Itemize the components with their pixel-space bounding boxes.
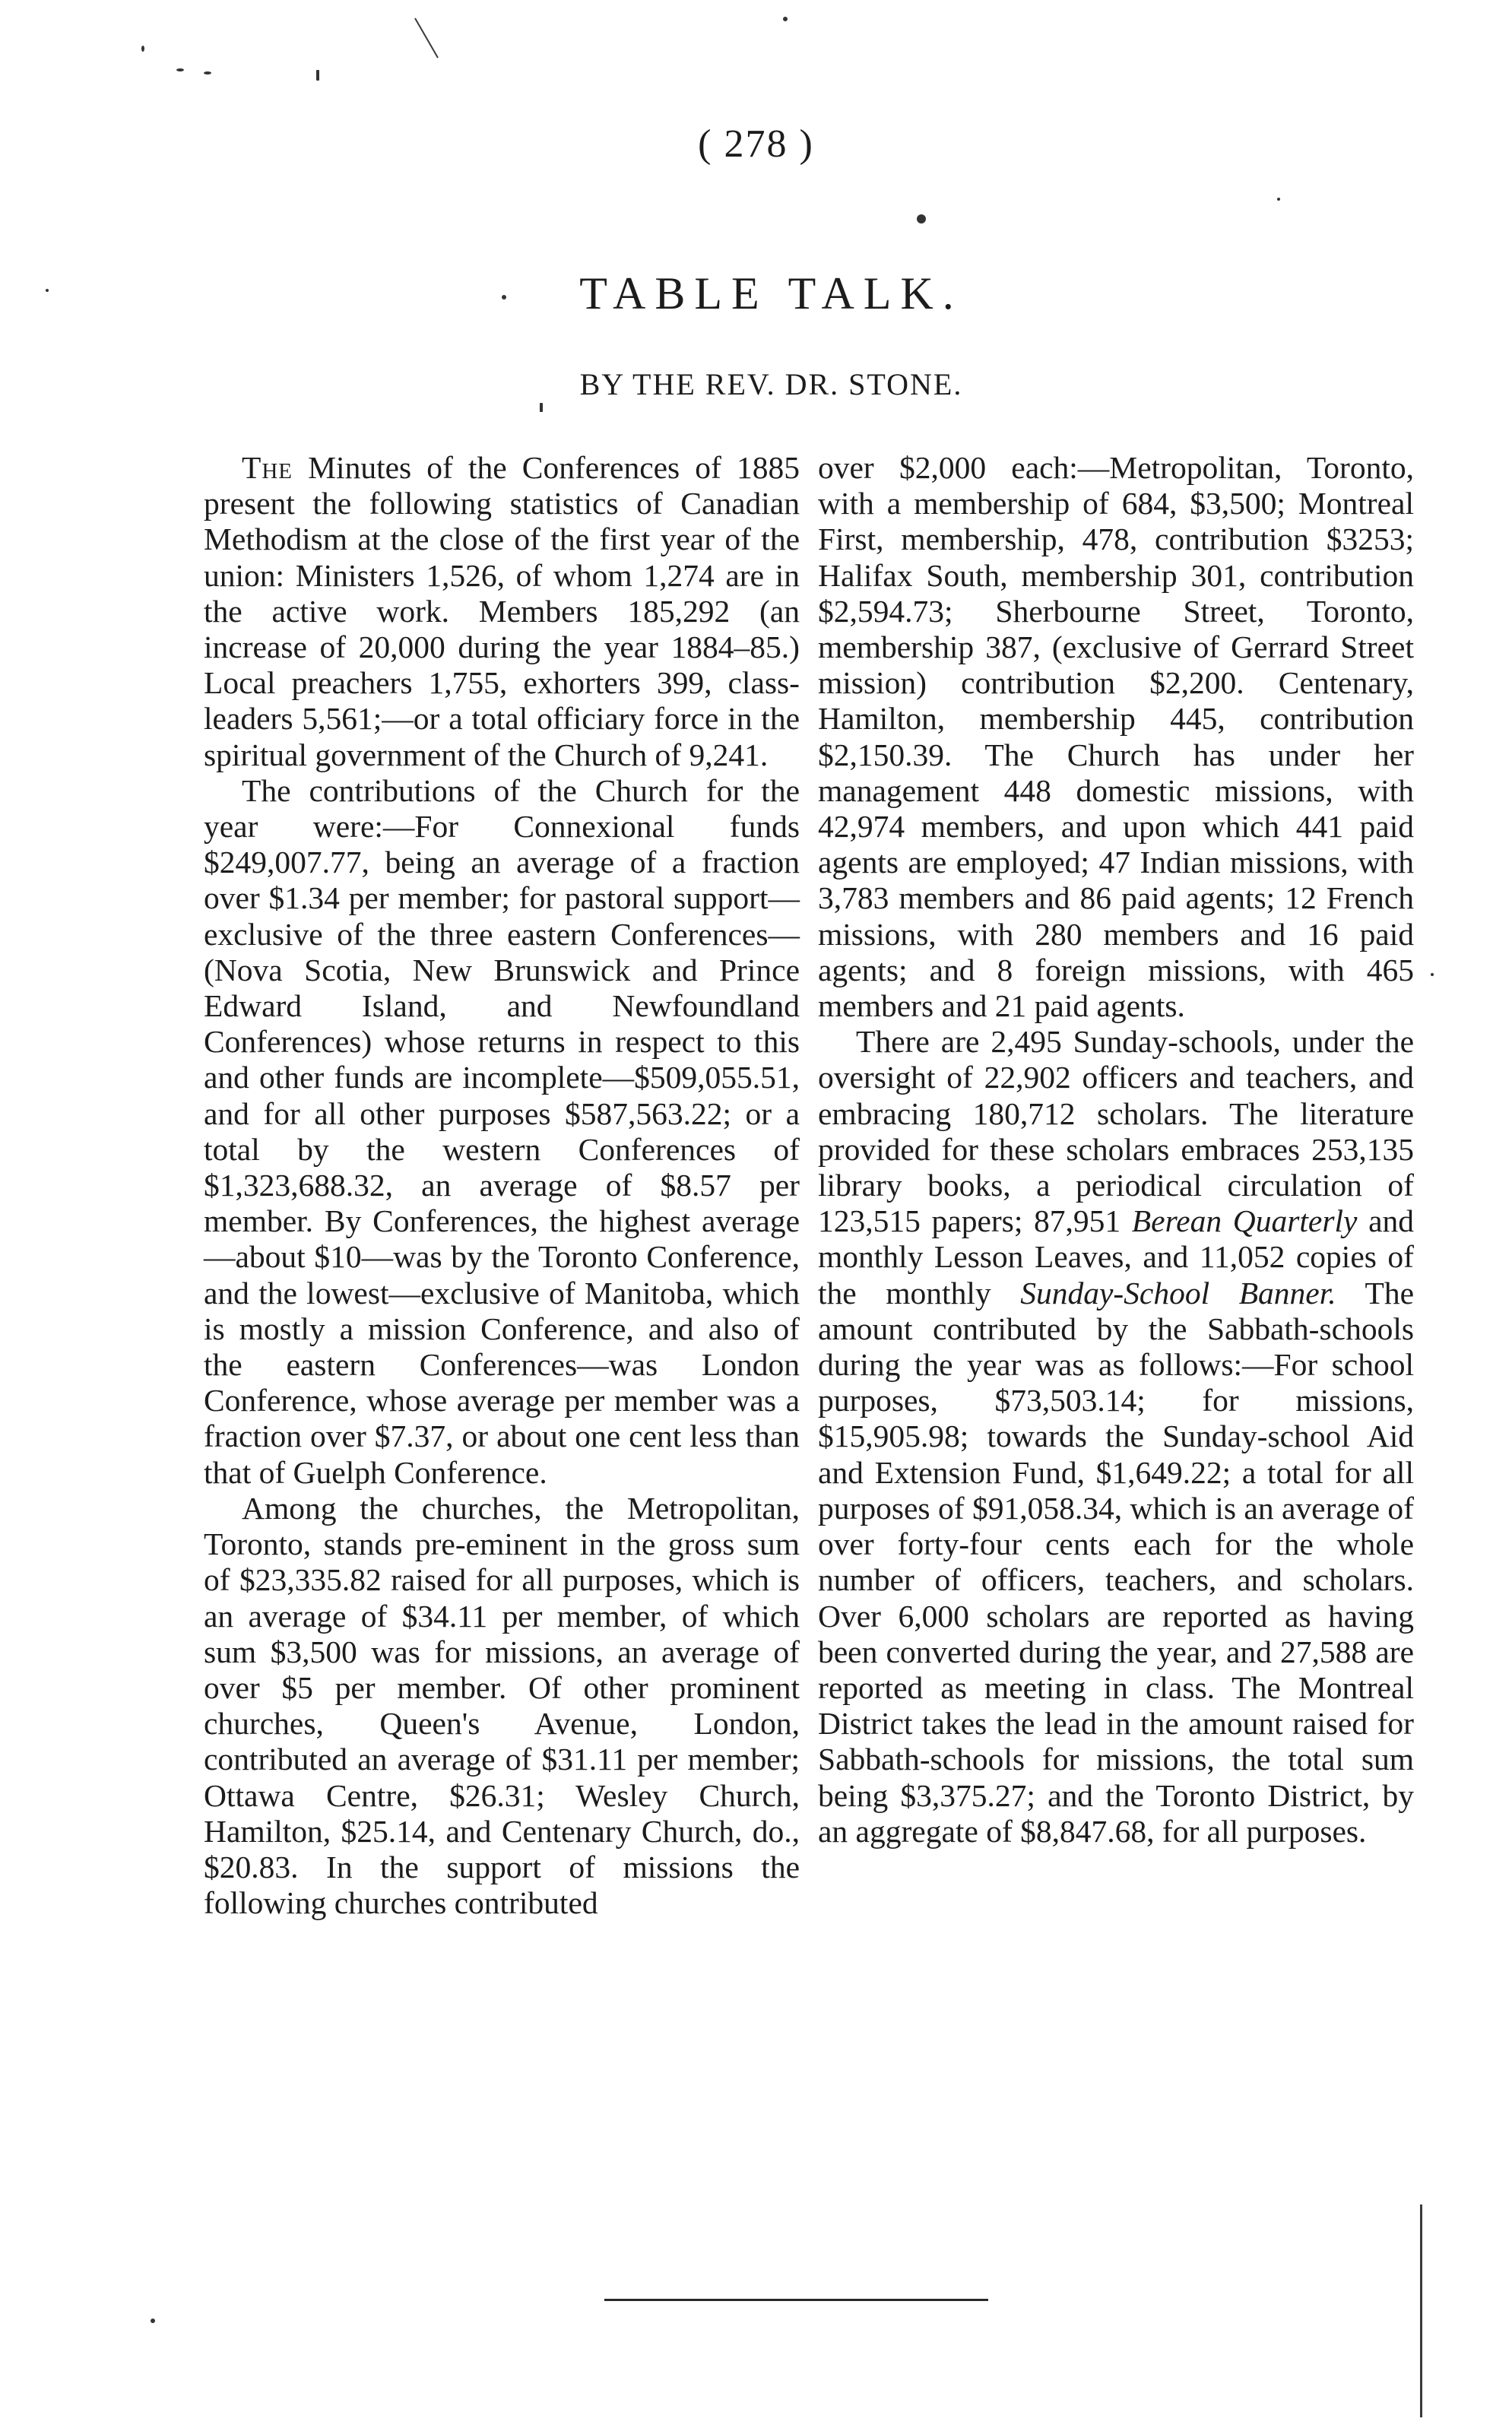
paragraph-text: Minutes of the Conferences of 1885 present the following statistics of Canadian Methodism at the close of the first year of the union: Ministers 1,526, of whom 1,274 are in the active work. Members 185,292 (an increase of 20,000 during the year 1884–85.) Local preachers 1,755, exhorters 399, class-leaders 5,561;—or a total officiary force in the spiritual government of the Church of 9,241. — [204, 450, 800, 772]
scan-speck — [176, 68, 184, 71]
section-rule — [604, 2299, 988, 2301]
paragraph: Among the churches, the Metropolitan, Toronto, stands pre-eminent in the gross sum of $23,335.82 raised for all purposes, which is an average of $34.11 per member, of which sum $3,500 was for missions, an average of over $5 per member. Of other prominent churches, Queen's Avenue, London, contributed an average of $31.11 per member; Ottawa Centre, $26.31; Wesley Church, Hamilton, $25.14, and Centenary Church, do., $20.83. In the support of missions the following churches contributed — [204, 1490, 800, 1921]
scan-speck — [141, 46, 144, 52]
scan-speck — [540, 403, 543, 412]
paragraph-text: There are 2,495 Sunday-schools, under the oversight of 22,902 officers and teachers, and embracing 180,712 scholars. The literature provided for these scholars embraces 253,135 library books, a periodical circulation of 123,515 papers; 87,951 — [818, 1024, 1414, 1239]
scan-speck — [783, 17, 788, 21]
paragraph-text: The amount contributed by the Sabbath-schools during the year was as follows:—For school purposes, $73,503.14; for missions, $15,905.98; towards the Sunday-school Aid and Extension Fund, $1,649.22; a total for all purposes of $91,058.34, which is an average of over forty-four cents each for the whole number of officers, teachers, and scholars. Over 6,000 scholars are reported as having been converted during the year, and 27,588 are reported as meeting in class. The Montreal District takes the lead in the amount raised for Sabbath-schools for missions, the total sum being $3,375.27; and the Toronto District, by an aggregate of $8,847.68, for all purposes. — [818, 1275, 1414, 1849]
right-column — [818, 450, 1414, 1850]
italic-title: Berean Quarterly — [1131, 1203, 1358, 1239]
paragraph: The contributions of the Church for the year were:—For Connexional funds $249,007.77, being an average of a fraction over $1.34 per member; for pastoral support—exclusive of the three eastern Conferences—(Nova Scotia, New Brunswick and Prince Edward Island, and Newfoundland Conferences) whose returns in respect to this and other funds are incomplete—$509,055.51, and for all other purposes $587,563.22; or a total by the western Conferences of $1,323,688.32, an average of $8.57 per member. By Conferences, the highest average—about $10—was by the Toronto Conference, and the lowest—exclusive of Manitoba, which is mostly a mission Conference, and also of the eastern Conferences—was London Conference, whose average per member was a fraction over $7.37, or about one cent less than that of Guelph Conference. — [204, 772, 800, 1490]
scan-edge-mark — [1420, 2205, 1422, 2417]
paragraph — [204, 450, 800, 773]
lead-word: The — [242, 450, 293, 485]
paragraph: over $2,000 each:—Metropolitan, Toronto, with a membership of 684, $3,500; Montreal First, membership, 478, contribution $3253; Halifax South, membership 301, contribution $2,594.73; Sherbourne Street, Toronto, membership 387, (exclusive of Gerrard Street mission) contribution $2,200. Centenary, Hamilton, membership 445, contribution $2,150.39. The Church has under her management 448 domestic missions, with 42,974 members, and upon which 441 paid agents are employed; 47 Indian missions, with 3,783 members and 86 paid agents; 12 French missions, with 280 members and 16 paid agents; and 8 foreign missions, with 465 members and 21 paid agents. — [818, 450, 1414, 1024]
scan-speck — [1431, 973, 1434, 976]
article-title: TABLE TALK. — [579, 268, 963, 319]
scan-speck — [151, 2319, 155, 2323]
scan-speck — [204, 71, 211, 74]
scan-speck — [316, 70, 319, 81]
scan-edge-mark — [414, 18, 439, 59]
italic-title: Sunday-School Banner. — [1020, 1275, 1336, 1311]
scan-speck — [1277, 198, 1280, 201]
paragraph-text: and monthly Lesson Leaves, and 11,052 copies of the monthly — [818, 1203, 1414, 1311]
scan-speck — [917, 214, 926, 223]
paragraph — [818, 1024, 1414, 1850]
left-column — [204, 450, 800, 1921]
page-number: ( 278 ) — [698, 122, 814, 166]
article-byline: BY THE REV. DR. STONE. — [579, 367, 963, 401]
